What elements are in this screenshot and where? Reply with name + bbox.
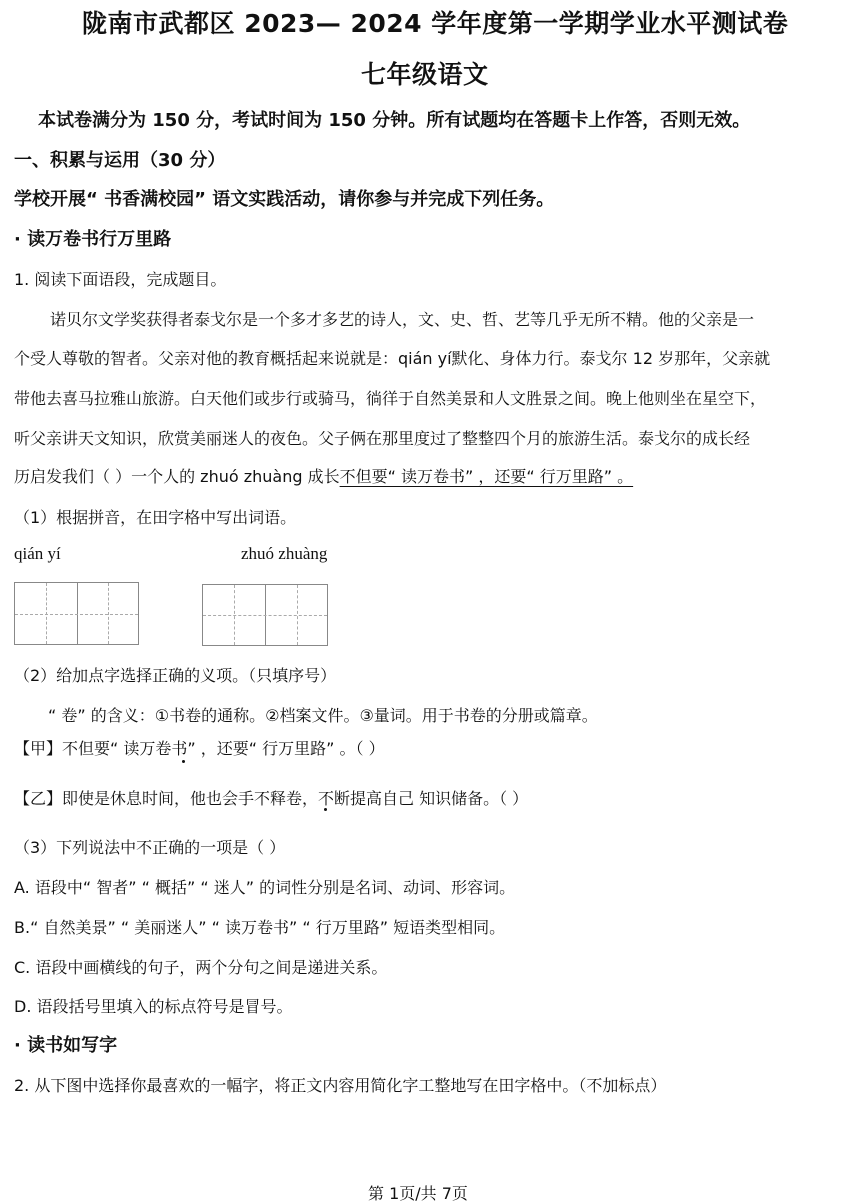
emphasis-dot xyxy=(182,760,185,763)
tianzige-grid-2[interactable] xyxy=(202,584,328,646)
page-number: 第 1页/共 7页 xyxy=(368,1184,468,1203)
underlined-sentence: 不但要“ 读万卷书” ，还要“ 行万里路” 。 xyxy=(339,467,634,486)
option-a: A. 语段中“ 智者” “ 概括” “ 迷人” 的词性分别是名词、动词、形容词。 xyxy=(14,878,516,897)
exam-subtitle: 七年级语文 xyxy=(361,60,489,89)
subsection-heading-2: · 读书如写字 xyxy=(14,1035,118,1056)
question-1-label: 1. 阅读下面语段，完成题目。 xyxy=(14,270,227,289)
tianzige-guide xyxy=(46,583,47,644)
option-c: C. 语段中画横线的句子，两个分句之间是递进关系。 xyxy=(14,958,388,977)
exam-notice: 本试卷满分为 150 分，考试时间为 150 分钟。所有试题均在答题卡上作答，否则无效。 xyxy=(38,110,751,131)
option-b: B.“ 自然美景” “ 美丽迷人” “ 读万卷书” “ 行万里路” 短语类型相同。 xyxy=(14,918,506,937)
question-2: 2. 从下图中选择你最喜欢的一幅字，将正文内容用简化字工整地写在田字格中。（不加标点） xyxy=(14,1076,667,1095)
passage-line-1: 诺贝尔文学奖获得者泰戈尔是一个多才多艺的诗人，文、史、哲、艺等几乎无所不精。他的父亲是一 xyxy=(50,310,755,329)
subsection-heading-1: · 读万卷书行万里路 xyxy=(14,229,172,250)
tianzige-guide xyxy=(15,614,138,615)
option-d: D. 语段括号里填入的标点符号是冒号。 xyxy=(14,997,293,1016)
tianzige-grid-1[interactable] xyxy=(14,582,139,645)
section-intro: 学校开展“ 书香满校园” 语文实践活动，请你参与并完成下列任务。 xyxy=(14,189,555,210)
question-1-part-2: （2）给加点字选择正确的义项。（只填序号） xyxy=(14,666,337,685)
pinyin-qianyi: qián yí xyxy=(14,544,61,563)
passage-line-2: 个受人尊敬的智者。父亲对他的教育概括起来说就是：qián yí默化、身体力行。泰戈尔 12 岁那年，父亲就 xyxy=(14,349,771,368)
juan-meaning: “ 卷” 的含义：①书卷的通称。②档案文件。③量词。用于书卷的分册或篇章。 xyxy=(48,706,598,725)
tianzige-guide xyxy=(203,615,327,616)
tianzige-guide xyxy=(234,585,235,645)
section-heading: 一、积累与运用（30 分） xyxy=(14,150,226,171)
tianzige-guide xyxy=(108,583,109,644)
pinyin-zhuozhuang: zhuó zhuàng xyxy=(241,544,328,563)
emphasis-dot xyxy=(324,808,327,811)
passage-line-5-start: 历启发我们（ ）一个人的 zhuó zhuàng 成长 xyxy=(14,467,340,486)
item-yi: 【乙】即使是休息时间，他也会手不释卷，不断提高自己 知识储备。（ ） xyxy=(14,789,529,808)
passage-line-5 xyxy=(14,464,633,487)
item-jia: 【甲】不但要“ 读万卷书” ，还要“ 行万里路” 。（ ） xyxy=(14,739,385,758)
passage-line-3: 带他去喜马拉雅山旅游。白天他们或步行或骑马，徜徉于自然美景和人文胜景之间。晚上他则坐在星空下， xyxy=(14,389,767,408)
tianzige-guide xyxy=(297,585,298,645)
question-1-part-3: （3）下列说法中不正确的一项是（ ） xyxy=(14,838,286,857)
exam-title: 陇南市武都区 2023— 2024 学年度第一学期学业水平测试卷 xyxy=(82,9,789,38)
passage-line-4: 听父亲讲天文知识，欣赏美丽迷人的夜色。父子俩在那里度过了整整四个月的旅游生活。泰戈尔的成长经 xyxy=(14,429,751,448)
question-1-part-1: （1）根据拼音，在田字格中写出词语。 xyxy=(14,508,297,527)
